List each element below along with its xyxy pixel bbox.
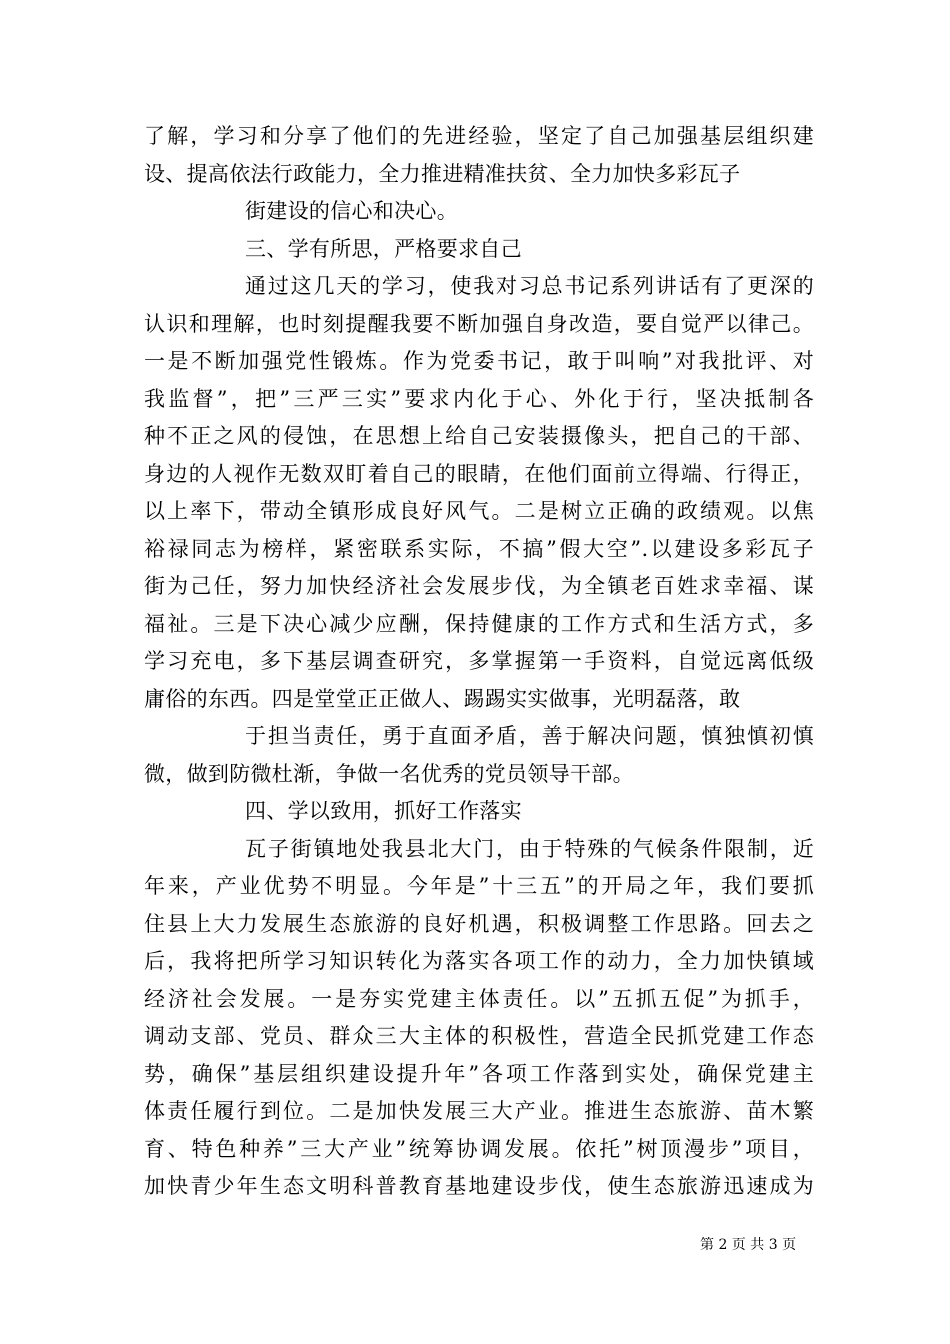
page-number-footer: 第 2 页 共 3 页 (700, 1237, 797, 1253)
text-line: 身边的人视作无数双盯着自己的眼睛，在他们面前立得端、行得正， (144, 461, 814, 486)
text-line: 学习充电，多下基层调查研究，多掌握第一手资料，自觉远离低级 (144, 649, 814, 673)
text-line: 势，确保”基层组织建设提升年”各项工作落到实处，确保党建主 (144, 1061, 814, 1086)
text-line: 育、特色种养”三大产业”统筹协调发展。依托”树顶漫步”项目， (144, 1136, 814, 1161)
text-line: 街为己任，努力加快经济社会发展步伐，为全镇老百姓求幸福、谋 (144, 574, 814, 598)
text-line: 四、学以致用，抓好工作落实 (245, 799, 522, 823)
text-line: 通过这几天的学习，使我对习总书记系列讲话有了更深的 (245, 274, 814, 298)
text-line: 经济社会发展。一是夯实党建主体责任。以”五抓五促”为抓手， (144, 986, 814, 1011)
text-line: 一是不断加强党性锻炼。作为党委书记，敢于叫响”对我批评、对 (144, 349, 814, 373)
text-line: 认识和理解，也时刻提醒我要不断加强自身改造，要自觉严以律己。 (144, 311, 814, 336)
text-line: 后，我将把所学习知识转化为落实各项工作的动力，全力加快镇域 (144, 949, 814, 973)
text-line: 庸俗的东西。四是堂堂正正做人、踢踢实实做事，光明磊落，敢 (144, 686, 741, 711)
text-line: 设、提高依法行政能力，全力推进精准扶贫、全力加快多彩瓦子 (144, 161, 741, 186)
text-line: 微，做到防微杜渐，争做一名优秀的党员领导干部。 (144, 761, 634, 786)
text-line: 了解，学习和分享了他们的先进经验，坚定了自己加强基层组织建 (144, 124, 814, 148)
text-line: 调动支部、党员、群众三大主体的积极性，营造全民抓党建工作态 (144, 1024, 814, 1048)
text-line: 福祉。三是下决心减少应酬，保持健康的工作方式和生活方式，多 (144, 611, 814, 636)
text-line: 加快青少年生态文明科普教育基地建设步伐，使生态旅游迅速成为 (144, 1174, 814, 1198)
text-line: 裕禄同志为榜样，紧密联系实际，不搞”假大空”.以建设多彩瓦子 (144, 536, 814, 561)
text-line: 三、学有所思，严格要求自己 (245, 236, 522, 261)
text-line: 瓦子街镇地处我县北大门，由于特殊的气候条件限制，近 (245, 836, 814, 861)
text-line: 体责任履行到位。二是加快发展三大产业。推进生态旅游、苗木繁 (144, 1099, 814, 1123)
text-line: 住县上大力发展生态旅游的良好机遇，积极调整工作思路。回去之 (144, 911, 814, 936)
text-line: 街建设的信心和决心。 (245, 199, 458, 223)
body-text (144, 118, 814, 1206)
text-line: 我监督”，把”三严三实”要求内化于心、外化于行，坚决抵制各 (144, 386, 814, 411)
text-line: 种不正之风的侵蚀，在思想上给自己安装摄像头，把自己的干部、 (144, 424, 814, 448)
text-line: 于担当责任，勇于直面矛盾，善于解决问题，慎独慎初慎 (245, 724, 814, 748)
text-line: 年来，产业优势不明显。今年是”十三五”的开局之年，我们要抓 (144, 874, 814, 898)
text-line: 以上率下，带动全镇形成良好风气。二是树立正确的政绩观。以焦 (144, 499, 814, 523)
